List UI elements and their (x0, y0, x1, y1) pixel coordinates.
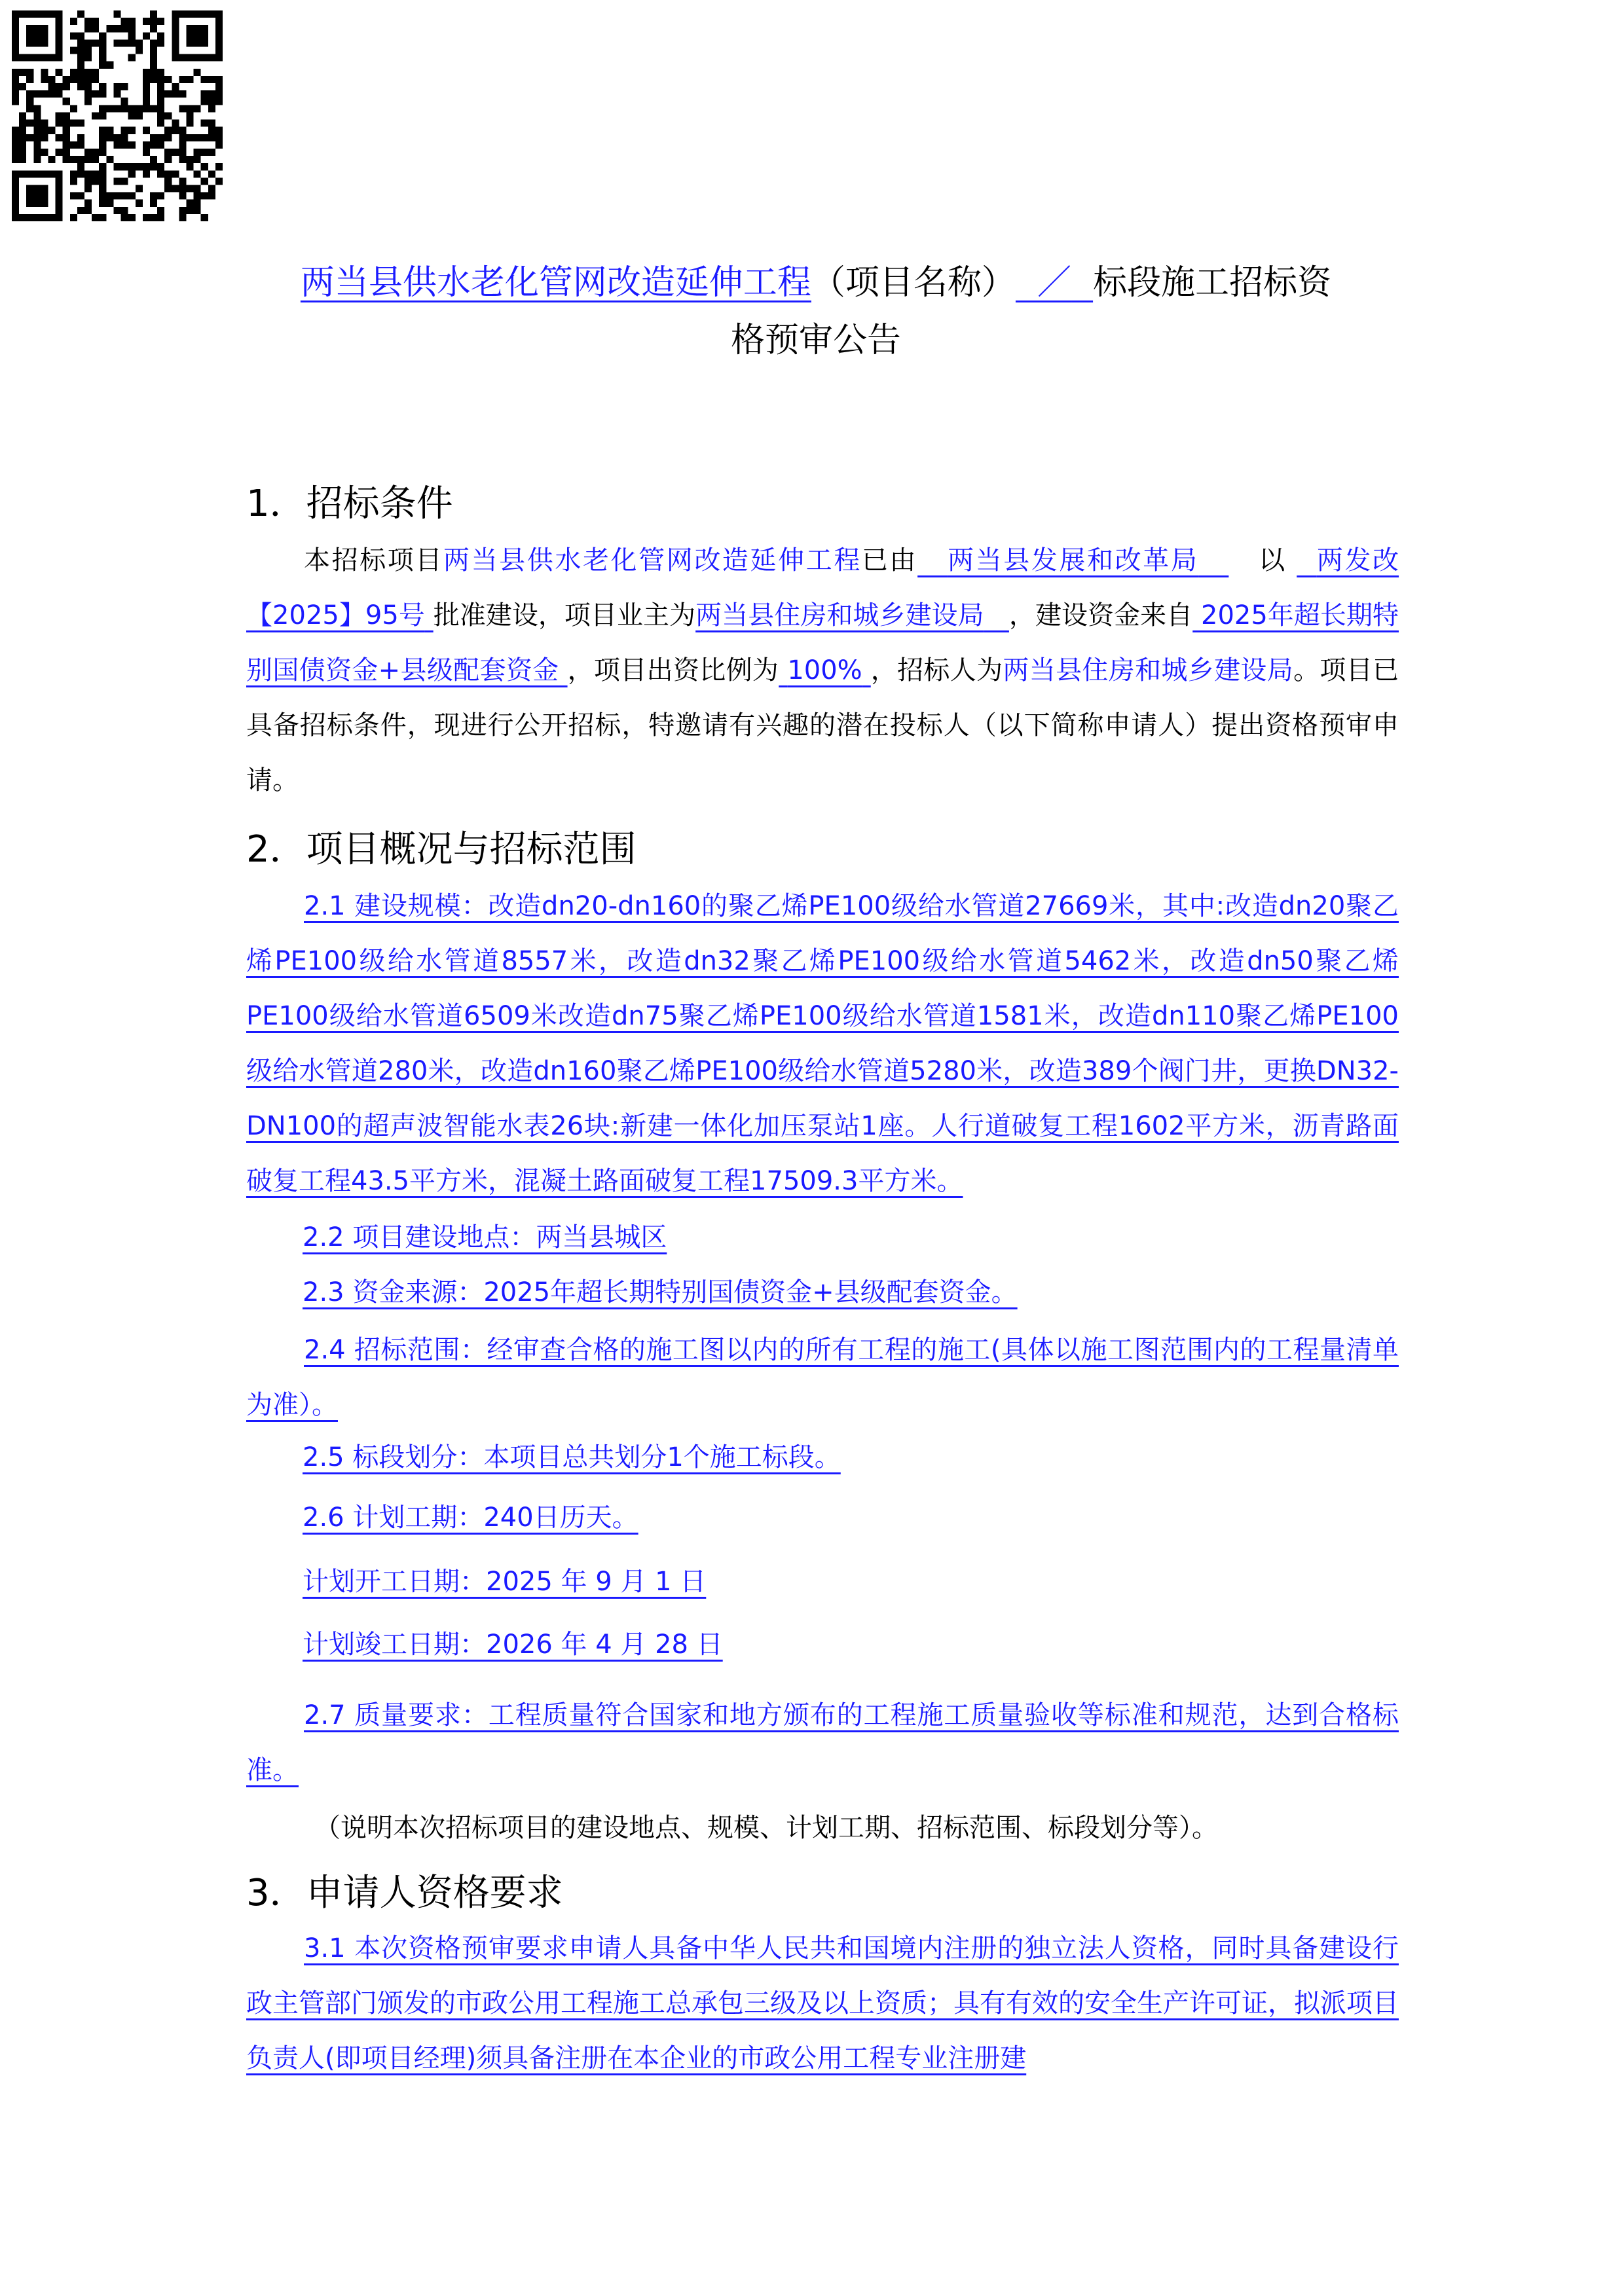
document-title (246, 251, 1386, 314)
quality-requirement: 2.7 质量要求：工程质量符合国家和地方颁布的工程施工质量验收等标准和规范，达到合格标准。 (246, 1700, 1399, 1785)
title-suffix: 标段施工招标资 (1093, 263, 1332, 302)
qr-code (12, 10, 223, 221)
document-title-line2: 格预审公告 (730, 321, 901, 360)
project-location: 2.2 项目建设地点：两当县城区 (303, 1222, 667, 1252)
construction-scale: 2.1 建设规模：改造dn20-dn160的聚乙烯PE100级给水管道27669米，其中:改造dn20聚乙烯PE100级给水管道8557米，改造dn32聚乙烯PE100级给水管道5462米，改造dn50聚乙烯PE100级给水管道6509米改造dn75聚乙烯PE100级给水管道1581米，改造dn110聚乙烯PE100级给水管道280米，改造dn160聚乙烯PE100级给水管道5280米，改造389个阀门井，更换DN32-DN100的超声波智能水表26块:新建一体化加压泵站1座。人行道破复工程1602平方米，沥青路面破复工程43.5平方米，混凝土路面破复工程17509.3平方米。 (246, 891, 1399, 1196)
tender-scope: 2.4 招标范围：经审查合格的施工图以内的所有工程的施工(具体以施工图范围内的工程量清单为准）。 (246, 1335, 1399, 1420)
title-section: ／ (1037, 263, 1072, 302)
section-1-paragraph: 本招标项目两当县供水老化管网改造延伸工程已由 两当县发展和改革局 以 两发改【2025】95号 批准建设，项目业主为两当县住房和城乡建设局 ，建设资金来自 2025年超长期特别国债资金+县级配套资金 ，项目出资比例为 100% ，招标人为两当县住房和城乡建设局。项目已具备招标条件，现进行公开招标，特邀请有兴趣的潜在投标人（以下简称申请人）提出资格预审申请。 (246, 545, 1399, 795)
section-2-heading: 2．项目概况与招标范围 (246, 828, 637, 871)
qualification-requirement: 3.1 本次资格预审要求申请人具备中华人民共和国境内注册的独立法人资格，同时具备建设行政主管部门颁发的市政公用工程施工总承包三级及以上资质；具有有效的安全生产许可证，拟派项目负责人(即项目经理)须具备注册在本企业的市政公用工程专业注册建 (246, 1933, 1399, 2073)
title-project-name: 两当县供水老化管网改造延伸工程 (300, 263, 811, 302)
funding-source: 2.3 资金来源：2025年超长期特别国债资金+县级配套资金。 (303, 1277, 1018, 1307)
scope-note: （说明本次招标项目的建设地点、规模、计划工期、招标范围、标段划分等）。 (314, 1813, 1218, 1843)
planned-completion-date: 计划竣工日期：2026 年 4 月 28 日 (303, 1630, 723, 1660)
section-3-heading: 3．申请人资格要求 (246, 1872, 563, 1914)
section-division: 2.5 标段划分：本项目总共划分1个施工标段。 (303, 1442, 841, 1472)
section-1-heading: 1．招标条件 (246, 483, 453, 525)
title-project-label: （项目名称） (811, 263, 1016, 302)
planned-start-date: 计划开工日期：2025 年 9 月 1 日 (303, 1567, 707, 1597)
planned-duration: 2.6 计划工期：240日历天。 (303, 1503, 638, 1533)
